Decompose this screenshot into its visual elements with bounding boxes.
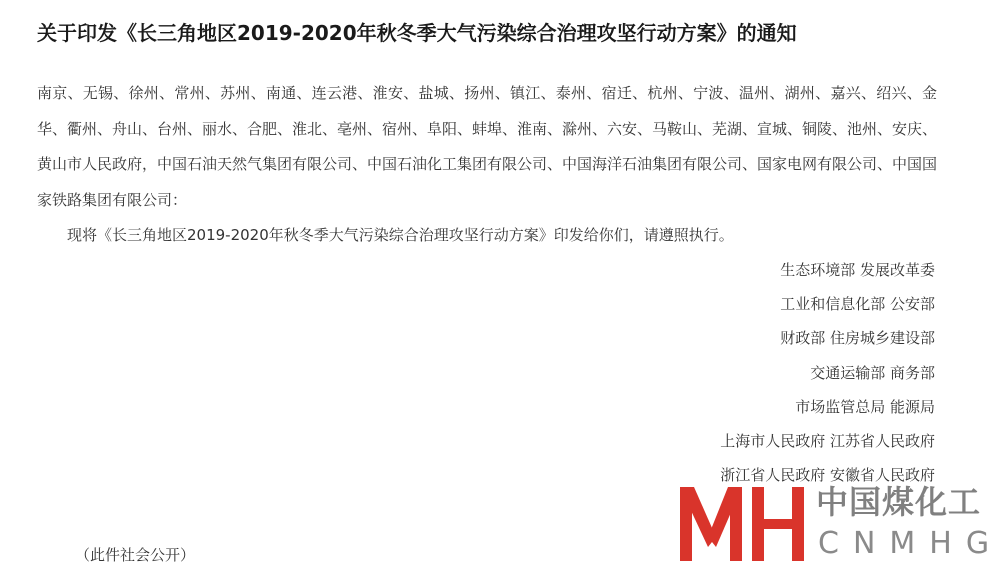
signatory-line-text: 浙江省人民政府 安徽省人民政府 bbox=[720, 466, 935, 485]
signatory-line: 生态环境部 发展改革委 bbox=[780, 261, 935, 279]
signatory-line: 上海市人民政府 江苏省人民政府 bbox=[720, 431, 935, 450]
signatory-line: 工业和信息化部 公安部 bbox=[780, 295, 935, 314]
watermark bbox=[678, 478, 1003, 571]
signatory-line-partial bbox=[435, 458, 935, 485]
brand-logo-icon bbox=[678, 481, 808, 563]
watermark-brand-en: CNMHG bbox=[818, 526, 1003, 561]
signatory-line: 市场监管总局 能源局 bbox=[795, 397, 935, 416]
signatory-line: 交通运输部 商务部 bbox=[810, 363, 935, 382]
recipients-paragraph: 南京、无锡、徐州、常州、苏州、南通、连云港、淮安、盐城、扬州、镇江、泰州、宿迁、杭州、宁波、温州、湖州、嘉兴、绍兴、金华、衢州、舟山、台州、丽水、合肥、淮北、亳州、宿州、阜阳、蚌埠、淮南、滁州、六安、马鞍山、芜湖、宣城、铜陵、池州、安庆、黄山市人民政府，中国石油天然气集团有限公司、中国石油化工集团有限公司、中国海洋石油集团有限公司、国家电网有限公司、中国国家铁路集团有限公司： bbox=[37, 84, 938, 209]
signatory-line: 财政部 住房城乡建设部 bbox=[780, 329, 935, 348]
document-title: 关于印发《长三角地区2019-2020年秋冬季大气污染综合治理攻坚行动方案》的通知 bbox=[37, 21, 797, 45]
watermark-brand-cn: 中国煤化工 bbox=[816, 483, 982, 521]
public-note: （此件社会公开） bbox=[75, 546, 196, 564]
signatories-block bbox=[435, 253, 935, 485]
body-paragraph: 现将《长三角地区2019-2020年秋冬季大气污染综合治理攻坚行动方案》印发给你们，请遵照执行。 bbox=[67, 226, 734, 244]
